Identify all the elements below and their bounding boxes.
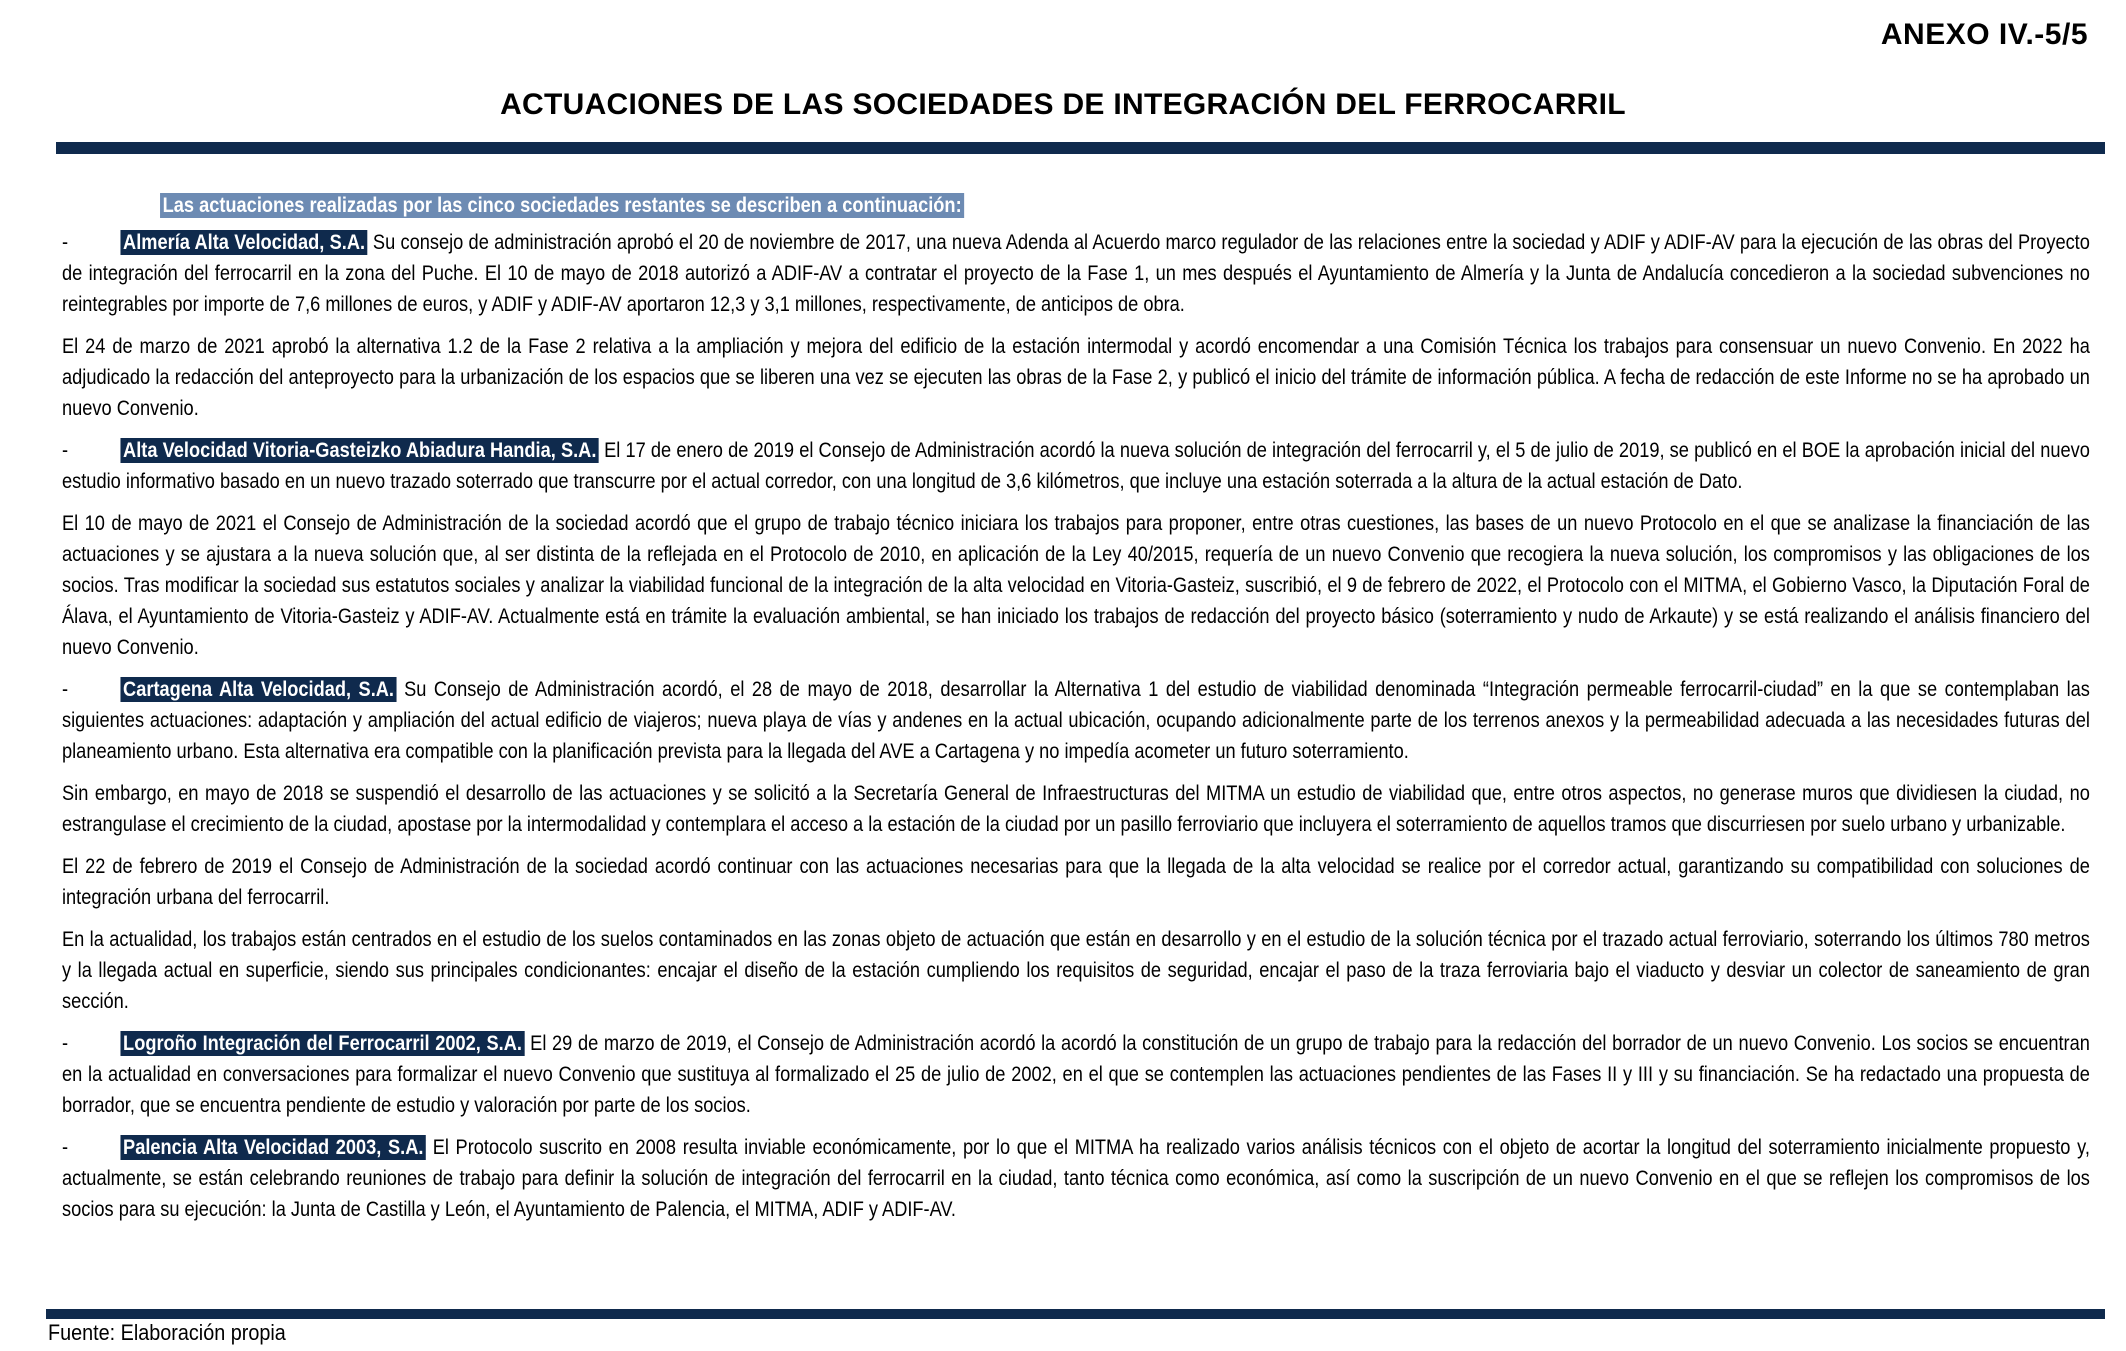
company-name: Logroño Integración del Ferrocarril 2002, S.A. [120, 1031, 524, 1056]
section-palencia [62, 1132, 2090, 1225]
company-name: Almería Alta Velocidad, S.A. [120, 230, 367, 255]
bullet-dash: - [62, 678, 69, 701]
section-cartagena [62, 674, 2090, 767]
company-name: Cartagena Alta Velocidad, S.A. [120, 677, 396, 702]
section-vitoria [62, 435, 2090, 497]
source-note: Fuente: Elaboración propia [48, 1320, 286, 1345]
bullet-dash: - [62, 231, 69, 254]
bullet-dash: - [62, 1032, 69, 1055]
bottom-divider [46, 1309, 2105, 1319]
page-title: ACTUACIONES DE LAS SOCIEDADES DE INTEGRACIÓN DEL FERROCARRIL [500, 88, 1626, 121]
section-text: Su consejo de administración aprobó el 20 de noviembre de 2017, una nueva Adenda al Acuerdo marco regulador de las relaciones entre la sociedad y ADIF y ADIF-AV para la ejecución de las obras del Proyecto de integración del ferrocarril en la zona del Puche. El 10 de mayo de 2018 autorizó a ADIF-AV a contratar el proyecto de la Fase 1, un mes después el Ayuntamiento de Almería y la Junta de Andalucía concedieron a la sociedad subvenciones no reintegrables por importe de 7,6 millones de euros, y ADIF y ADIF-AV aportaron 12,3 y 3,1 millones, respectivamente, de anticipos de obra. [62, 231, 2090, 316]
paragraph: En la actualidad, los trabajos están centrados en el estudio de los suelos contaminados en las zonas objeto de actuación que están en desarrollo y en el estudio de la solución técnica por el trazado actual ferroviario, soterrando los últimos 780 metros y la llegada actual en superficie, siendo sus principales condicionantes: encajar el diseño de la estación cumpliendo los requisitos de seguridad, encajar el paso de la traza ferroviaria bajo el viaducto y desviar un colector de saneamiento de gran sección. [62, 928, 2090, 1013]
paragraph: El 22 de febrero de 2019 el Consejo de Administración de la sociedad acordó continuar con las actuaciones necesarias para que la llegada de la alta velocidad se realice por el corredor actual, garantizando su compatibilidad con soluciones de integración urbana del ferrocarril. [62, 855, 2090, 909]
company-name: Alta Velocidad Vitoria-Gasteizko Abiadura Handia, S.A. [120, 438, 598, 463]
intro-highlight: Las actuaciones realizadas por las cinco sociedades restantes se describen a continuación: [160, 193, 964, 218]
intro-line [62, 190, 2090, 221]
section-text: El 29 de marzo de 2019, el Consejo de Administración acordó la acordó la constitución de un grupo de trabajo para la redacción del borrador de un nuevo Convenio. Los socios se encuentran en la actualidad en conversaciones para formalizar el nuevo Convenio que sustituya al formalizado el 25 de julio de 2002, en el que se contemplen las actuaciones pendientes de las Fases II y III y su financiación. Se ha redactado una propuesta de borrador, que se encuentra pendiente de estudio y valoración por parte de los socios. [62, 1032, 2090, 1117]
section-text: El Protocolo suscrito en 2008 resulta inviable económicamente, por lo que el MITMA ha realizado varios análisis técnicos con el objeto de acortar la longitud del soterramiento inicialmente propuesto y, actualmente, se están celebrando reuniones de trabajo para definir la solución de integración del ferrocarril en la ciudad, tanto técnica como económica, así como la suscripción de un nuevo Convenio en el que se reflejen los compromisos de los socios para su ejecución: la Junta de Castilla y León, el Ayuntamiento de Palencia, el MITMA, ADIF y ADIF-AV. [62, 1136, 2090, 1221]
paragraph: Sin embargo, en mayo de 2018 se suspendió el desarrollo de las actuaciones y se solicitó a la Secretaría General de Infraestructuras del MITMA un estudio de viabilidad que, entre otros aspectos, no generase muros que dividiesen la ciudad, no estrangulase el crecimiento de la ciudad, apostase por la intermodalidad y contemplara el acceso a la estación de la ciudad por un pasillo ferroviario que incluyera el soterramiento de aquellos tramos que discurriesen por suelo urbano y urbanizable. [62, 782, 2090, 836]
paragraph: El 10 de mayo de 2021 el Consejo de Administración de la sociedad acordó que el grupo de trabajo técnico iniciara los trabajos para proponer, entre otras cuestiones, las bases de un nuevo Protocolo en el que se analizase la financiación de las actuaciones y se ajustara a la nueva solución que, al ser distinta de la reflejada en el Protocolo de 2010, en aplicación de la Ley 40/2015, requería de un nuevo Convenio que recogiera la nueva solución, los compromisos y las obligaciones de los socios. Tras modificar la sociedad sus estatutos sociales y analizar la viabilidad funcional de la integración de la alta velocidad en Vitoria-Gasteiz, suscribió, el 9 de febrero de 2022, el Protocolo con el MITMA, el Gobierno Vasco, la Diputación Foral de Álava, el Ayuntamiento de Vitoria-Gasteiz y ADIF-AV. Actualmente está en trámite la evaluación ambiental, se han iniciado los trabajos de redacción del proyecto básico (soterramiento y nudo de Arkaute) y se está realizando el análisis financiero del nuevo Convenio. [62, 512, 2090, 659]
document-body [62, 190, 2090, 1236]
section-almeria [62, 227, 2090, 320]
top-divider [56, 142, 2105, 154]
section-logrono [62, 1028, 2090, 1121]
company-name: Palencia Alta Velocidad 2003, S.A. [120, 1135, 426, 1160]
annex-label: ANEXO IV.-5/5 [1880, 18, 2088, 51]
section-text: El 17 de enero de 2019 el Consejo de Administración acordó la nueva solución de integración del ferrocarril y, el 5 de julio de 2019, se publicó en el BOE la aprobación inicial del nuevo estudio informativo basado en un nuevo trazado soterrado que transcurre por el actual corredor, con una longitud de 3,6 kilómetros, que incluye una estación soterrada a la altura de la actual estación de Dato. [62, 439, 2090, 493]
bullet-dash: - [62, 439, 69, 462]
section-text: Su Consejo de Administración acordó, el 28 de mayo de 2018, desarrollar la Alternativa 1 del estudio de viabilidad denominada “Integración permeable ferrocarril-ciudad” en la que se contemplaban las siguientes actuaciones: adaptación y ampliación del actual edificio de viajeros; nueva playa de vías y andenes en la actual ubicación, ocupando adicionalmente parte de los terrenos anexos y la permeabilidad adecuada a las necesidades futuras del planeamiento urbano. Esta alternativa era compatible con la planificación prevista para la llegada del AVE a Cartagena y no impedía acometer un futuro soterramiento. [62, 678, 2090, 763]
bullet-dash: - [62, 1136, 69, 1159]
paragraph: El 24 de marzo de 2021 aprobó la alternativa 1.2 de la Fase 2 relativa a la ampliación y mejora del edificio de la estación intermodal y acordó encomendar a una Comisión Técnica los trabajos para consensuar un nuevo Convenio. En 2022 ha adjudicado la redacción del anteproyecto para la urbanización de los espacios que se liberen una vez se ejecuten las obras de la Fase 2, y publicó el inicio del trámite de información pública. A fecha de redacción de este Informe no se ha aprobado un nuevo Convenio. [62, 335, 2090, 420]
